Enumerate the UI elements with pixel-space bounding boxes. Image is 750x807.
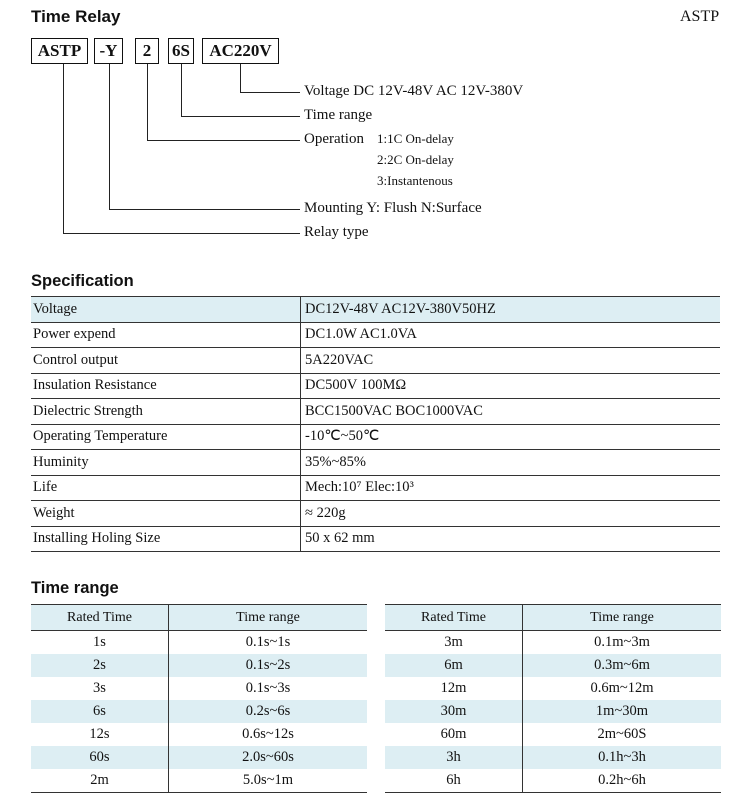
spec-label: Huminity bbox=[31, 450, 301, 476]
table-row bbox=[385, 631, 721, 655]
time-range-table-left bbox=[31, 604, 367, 793]
spec-value: -10℃~50℃ bbox=[301, 424, 721, 450]
time-range-cell: 5.0s~1m bbox=[169, 769, 368, 793]
time-range-cell: 0.6s~12s bbox=[242, 726, 294, 742]
table-row bbox=[385, 654, 721, 677]
table-row bbox=[31, 723, 367, 746]
rated-time-cell: 12s bbox=[31, 723, 169, 746]
column-header-rated-time: Rated Time bbox=[31, 605, 169, 631]
table-row bbox=[31, 654, 367, 677]
spec-label: Weight bbox=[31, 501, 301, 527]
table-header-row bbox=[385, 605, 721, 631]
brand-name: ASTP bbox=[680, 8, 720, 25]
table-row bbox=[31, 322, 720, 348]
code-voltage-box: AC220V bbox=[202, 38, 279, 64]
column-header-time-range: Time range bbox=[169, 605, 368, 631]
code-time-box: 6S bbox=[168, 38, 194, 64]
page-title: Time Relay bbox=[31, 7, 121, 26]
rated-time-cell: 30m bbox=[385, 700, 523, 723]
spec-label: Power expend bbox=[31, 322, 301, 348]
spec-value: Mech:10⁷ Elec:10³ bbox=[301, 475, 721, 501]
legend-operation-option: 3:Instantenous bbox=[377, 173, 453, 188]
table-row bbox=[31, 297, 720, 323]
table-row bbox=[31, 677, 367, 700]
time-range-table-right bbox=[385, 604, 721, 793]
rated-time-cell: 2s bbox=[31, 654, 169, 677]
time-range-cell: 0.3m~6m bbox=[523, 654, 722, 677]
rated-time-cell: 6m bbox=[385, 654, 523, 677]
legend-operation: Operation bbox=[304, 131, 364, 147]
time-range-cell: 0.2s~6s bbox=[169, 700, 368, 723]
spec-value: DC12V-48V AC12V-380V50HZ bbox=[301, 297, 721, 323]
rated-time-cell: 2m bbox=[31, 769, 169, 793]
spec-label: Dielectric Strength bbox=[31, 399, 301, 425]
table-row bbox=[31, 348, 720, 374]
table-row bbox=[31, 399, 720, 425]
spec-label: Insulation Resistance bbox=[31, 373, 301, 399]
rated-time-cell: 3h bbox=[385, 746, 523, 769]
table-row bbox=[385, 677, 721, 700]
time-range-cell: 0.1s~1s bbox=[245, 634, 291, 650]
code-series-box: ASTP bbox=[31, 38, 88, 64]
table-row bbox=[385, 700, 721, 723]
table-row bbox=[31, 373, 720, 399]
spec-label: Control output bbox=[31, 348, 301, 374]
table-row bbox=[31, 746, 367, 769]
table-row bbox=[31, 450, 720, 476]
spec-value: 50 x 62 mm bbox=[301, 526, 721, 552]
rated-time-cell: 12m bbox=[385, 677, 523, 700]
specification-title: Specification bbox=[31, 272, 134, 290]
time-range-cell: 0.1m~3m bbox=[594, 634, 650, 650]
column-header-time-range: Time range bbox=[523, 605, 722, 631]
time-range-cell: 0.1s~2s bbox=[169, 654, 368, 677]
specification-table bbox=[31, 296, 720, 552]
column-header-rated-time: Rated Time bbox=[385, 605, 523, 631]
rated-time-cell: 60s bbox=[31, 746, 169, 769]
table-row bbox=[31, 700, 367, 723]
table-row bbox=[31, 501, 720, 527]
spec-label: Operating Temperature bbox=[31, 424, 301, 450]
legend-voltage: Voltage DC 12V-48V AC 12V-380V bbox=[304, 83, 524, 99]
spec-value: DC500V 100MΩ bbox=[301, 373, 721, 399]
spec-label: Voltage bbox=[31, 297, 301, 323]
rated-time-cell: 6h bbox=[385, 769, 523, 793]
rated-time-cell: 60m bbox=[385, 723, 523, 746]
spec-value: DC1.0W AC1.0VA bbox=[301, 322, 721, 348]
legend-relay-type: Relay type bbox=[304, 224, 369, 240]
table-row bbox=[31, 631, 367, 655]
code-operation-box: 2 bbox=[135, 38, 159, 64]
spec-value: 5A220VAC bbox=[301, 348, 721, 374]
time-range-cell: 2m~60S bbox=[597, 726, 647, 742]
table-row bbox=[31, 424, 720, 450]
time-range-cell: 1m~30m bbox=[523, 700, 722, 723]
time-range-title: Time range bbox=[31, 579, 119, 597]
code-mounting-box: -Y bbox=[94, 38, 123, 64]
legend-operation-option: 2:2C On-delay bbox=[377, 152, 454, 167]
spec-label: Life bbox=[31, 475, 301, 501]
time-range-cell: 0.1s~3s bbox=[245, 680, 291, 696]
rated-time-cell: 3s bbox=[31, 677, 169, 700]
time-range-cell: 0.6m~12m bbox=[590, 680, 654, 696]
time-range-cell: 0.1h~3h bbox=[523, 746, 722, 769]
spec-value: 35%~85% bbox=[301, 450, 721, 476]
spec-label: Installing Holing Size bbox=[31, 526, 301, 552]
legend-operation-option: 1:1C On-delay bbox=[377, 131, 454, 146]
legend-mounting: Mounting Y: Flush N:Surface bbox=[304, 200, 482, 216]
rated-time-cell: 3m bbox=[385, 631, 523, 655]
table-row bbox=[31, 526, 720, 552]
time-range-cell: 0.2h~6h bbox=[523, 769, 722, 793]
table-row bbox=[385, 723, 721, 746]
table-row bbox=[385, 746, 721, 769]
spec-value: BCC1500VAC BOC1000VAC bbox=[301, 399, 721, 425]
table-row bbox=[31, 769, 367, 793]
legend-time-range: Time range bbox=[304, 107, 373, 123]
table-row bbox=[385, 769, 721, 793]
spec-value: ≈ 220g bbox=[301, 501, 721, 527]
table-header-row bbox=[31, 605, 367, 631]
time-range-cell: 2.0s~60s bbox=[169, 746, 368, 769]
rated-time-cell: 6s bbox=[31, 700, 169, 723]
rated-time-cell: 1s bbox=[31, 631, 169, 655]
table-row bbox=[31, 475, 720, 501]
